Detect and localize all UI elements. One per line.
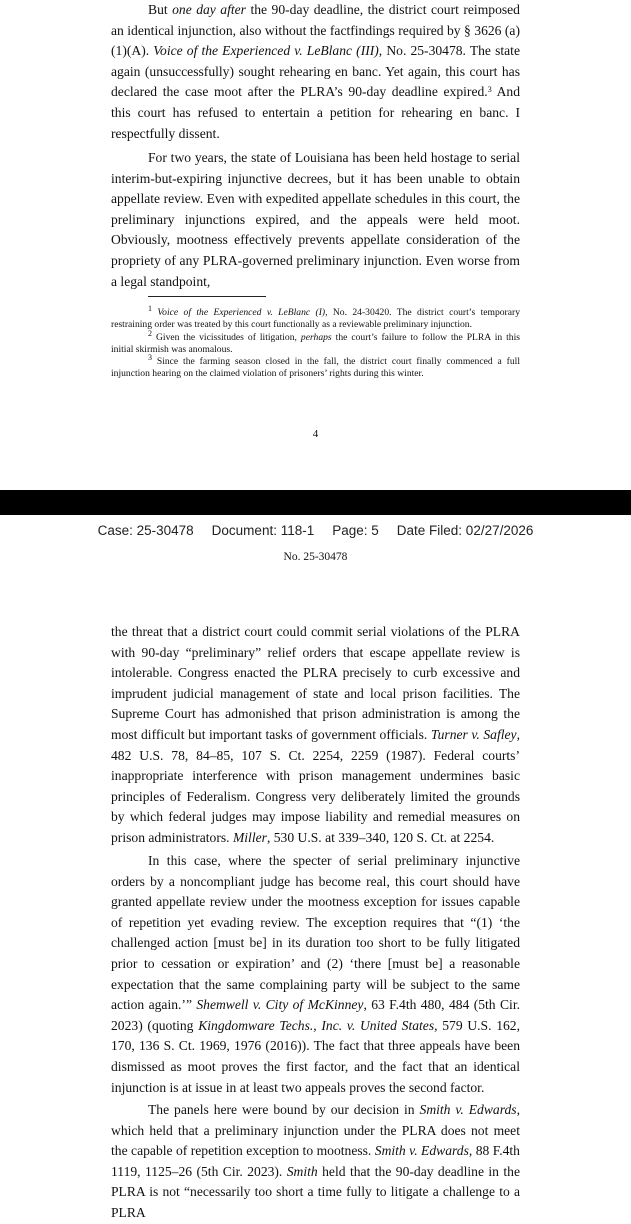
footnote-1: $^1$ Voice of the Experienced v. LeBlanc (I), No. 24-30420. The district court’s temporary restraining order was treated by this court functionally as a reviewable preliminary injunction. [111, 304, 520, 330]
body-paragraph: In this case, where the specter of serial preliminary injunctive orders by a noncompliant judge has become real, this court should have granted appellate review under the mootness exception for issues capable of repetition yet evading review. The exception requires that “(1) ‘the challenged action [must be] in its duration too short to be fully litigated prior to cessation or expiration’ and (2) ‘there [must be] a reasonable expectation that the same complaining party will be subject to the same action again.’” Shemwell v. City of McKinney, 63 F.4th 480, 484 (5th Cir. 2023) (quoting Kingdomware Techs., Inc. v. United States, 579 U.S. 162, 170, 136 S. Ct. 1969, 1976 (2016)). The fact that three appeals have been dismissed as moot proves the first factor, and the fact that an identical injunction is at issue in at least two appeals proves the second factor. [111, 853, 520, 1095]
body-paragraph: But one day after the 90-day deadline, the district court reimposed an identical injunction, also without the factfindings required by § 3626 (a)(1)(A). Voice of the Experienced v. LeBlanc (III), No. 25-30478. The state again (unsuccessfully) sought rehearing en banc. Yet again, this court has declared the case moot after the PLRA’s 90-day deadline expired.$^3$ And this court has refused to entertain a petition for rehearing en banc. I respectfully dissent. [111, 2, 521, 141]
page-number: 4 [312, 428, 319, 440]
body-paragraph: For two years, the state of Louisiana has been held hostage to serial interim-but-expiring injunctive decrees, but it has been unable to obtain appellate review. Even with expedited appellate schedules in this court, the preliminary injunctions expired, and the appeals were held moot. Obviously, mootness effectively prevents appellate consideration of the propriety of any PLRA-governed preliminary injunction. Even worse from a legal standpoint, [111, 150, 520, 289]
body-paragraph: the threat that a district court could commit serial violations of the PLRA with 90-day “preliminary” relief orders that escape appellate review is intolerable. Congress enacted the PLRA precisely to curb excessive and imprudent judicial management of state and local prison facilities. The Supreme Court has admonished that prison administration is among the most difficult but important tasks of government officials. Turner v. Safley, 482 U.S. 78, 84–85, 107 S. Ct. 2254, 2259 (1987). Federal courts’ inappropriate interference with prison management undermines basic principles of Federalism. Congress very deliberately limited the grounds by which federal judges may impose liability and remedial measures on prison administrators. Miller, 530 U.S. at 339–340, 120 S. Ct. at 2254. [111, 624, 520, 845]
footnote-ref-3: 3 [487, 85, 492, 95]
page-separator [0, 490, 631, 515]
footnote-2: $^2$ Given the vicissitudes of litigation, perhaps the court’s failure to follow the PLRA in this initial skirmish was anomalous. [111, 329, 521, 355]
document-page-4 [0, 0, 631, 490]
body-paragraph: The panels here were bound by our decision in Smith v. Edwards, which held that a preliminary injunction under the PLRA does not meet the capable of repetition exception to mootness. Smith v. Edwards, 88 F.4th 1119, 1125–26 (5th Cir. 2023). Smith held that the 90-day deadline in the PLRA is not “necessarily too short a time fully to litigate a challenge to a PLRA [111, 1102, 520, 1220]
footnote-3: $^3$ Since the farming season closed in the fall, the district court finally commenced a full injunction hearing on the claimed violation of prisoners’ rights during this winter. [111, 353, 520, 379]
footnote-divider [148, 296, 266, 297]
case-number: Case: 25-30478 [97, 523, 194, 538]
document-page-5 [0, 515, 631, 1220]
page-label: Page: 5 [332, 523, 379, 538]
document-number: Document: 118-1 [211, 523, 315, 538]
filing-header [0, 523, 631, 538]
running-header: No. 25-30478 [283, 551, 348, 563]
date-filed: Date Filed: 02/27/2026 [396, 523, 534, 538]
